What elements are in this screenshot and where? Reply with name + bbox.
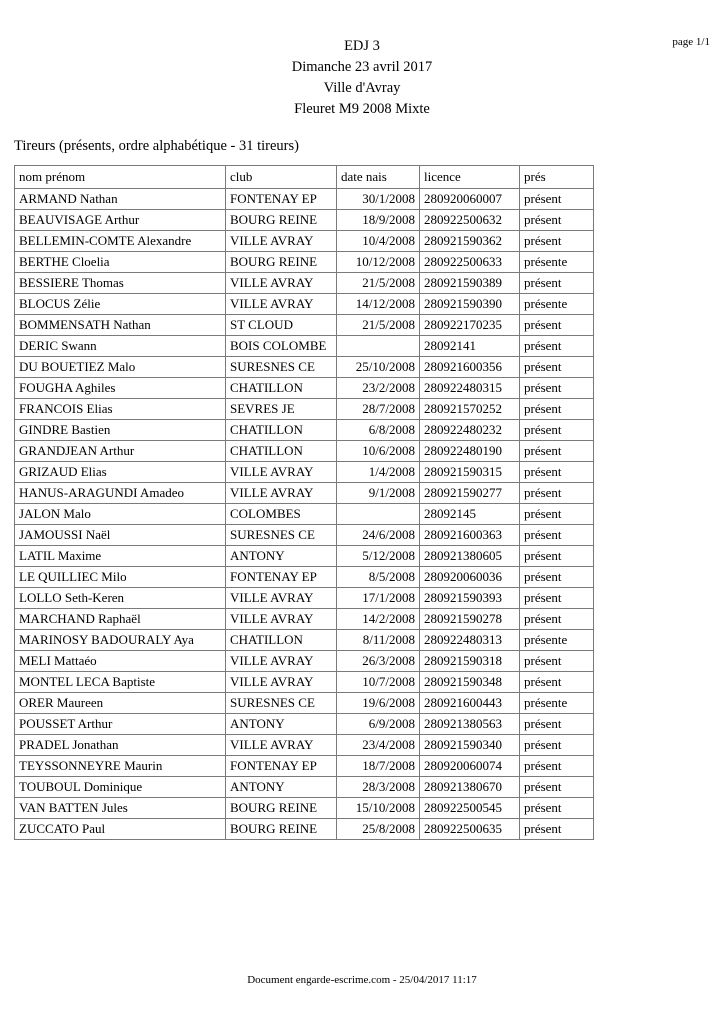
cell-birthdate: 10/4/2008 (337, 231, 420, 252)
cell-club: VILLE AVRAY (226, 588, 337, 609)
cell-club: BOURG REINE (226, 252, 337, 273)
cell-presence: présent (520, 483, 594, 504)
cell-presence: présent (520, 798, 594, 819)
cell-birthdate: 21/5/2008 (337, 273, 420, 294)
table-row (15, 483, 594, 504)
cell-name: FOUGHA Aghiles (15, 378, 226, 399)
cell-name: LATIL Maxime (15, 546, 226, 567)
cell-club: VILLE AVRAY (226, 294, 337, 315)
cell-license: 280921590318 (420, 651, 520, 672)
table-row (15, 357, 594, 378)
cell-license: 280921570252 (420, 399, 520, 420)
cell-presence: présent (520, 210, 594, 231)
cell-name: MARCHAND Raphaël (15, 609, 226, 630)
cell-club: ANTONY (226, 777, 337, 798)
cell-name: BLOCUS Zélie (15, 294, 226, 315)
cell-birthdate: 6/8/2008 (337, 420, 420, 441)
cell-presence: présent (520, 714, 594, 735)
table-row (15, 735, 594, 756)
cell-name: MONTEL LECA Baptiste (15, 672, 226, 693)
table-row (15, 693, 594, 714)
cell-birthdate: 18/7/2008 (337, 756, 420, 777)
cell-club: FONTENAY EP (226, 189, 337, 210)
cell-name: GINDRE Bastien (15, 420, 226, 441)
table-body (15, 189, 594, 840)
cell-name: PRADEL Jonathan (15, 735, 226, 756)
cell-club: VILLE AVRAY (226, 483, 337, 504)
table-row (15, 231, 594, 252)
cell-presence: présent (520, 462, 594, 483)
cell-name: BESSIERE Thomas (15, 273, 226, 294)
table-row (15, 441, 594, 462)
table-row (15, 336, 594, 357)
cell-license: 280922480313 (420, 630, 520, 651)
event-date: Dimanche 23 avril 2017 (291, 59, 433, 75)
cell-license: 280922500633 (420, 252, 520, 273)
cell-presence: présent (520, 378, 594, 399)
cell-presence: présent (520, 819, 594, 840)
cell-club: ST CLOUD (226, 315, 337, 336)
cell-license: 280921590348 (420, 672, 520, 693)
cell-club: VILLE AVRAY (226, 231, 337, 252)
cell-birthdate: 25/8/2008 (337, 819, 420, 840)
cell-birthdate: 10/6/2008 (337, 441, 420, 462)
table-row (15, 525, 594, 546)
table-row (15, 399, 594, 420)
cell-name: GRANDJEAN Arthur (15, 441, 226, 462)
table-row (15, 798, 594, 819)
cell-club: SURESNES CE (226, 693, 337, 714)
cell-club: SURESNES CE (226, 357, 337, 378)
cell-license: 280921600363 (420, 525, 520, 546)
cell-license: 280921590393 (420, 588, 520, 609)
column-header-club: club (226, 166, 337, 189)
cell-license: 280921590340 (420, 735, 520, 756)
page-number: page 1/1 (672, 36, 710, 48)
cell-presence: présent (520, 756, 594, 777)
cell-birthdate: 8/5/2008 (337, 567, 420, 588)
cell-club: SURESNES CE (226, 525, 337, 546)
cell-birthdate: 14/12/2008 (337, 294, 420, 315)
cell-club: VILLE AVRAY (226, 273, 337, 294)
cell-name: ORER Maureen (15, 693, 226, 714)
cell-name: DERIC Swann (15, 336, 226, 357)
table-row (15, 756, 594, 777)
fencers-table (14, 165, 594, 840)
cell-club: ANTONY (226, 714, 337, 735)
cell-club: BOURG REINE (226, 798, 337, 819)
cell-presence: présent (520, 651, 594, 672)
document-header (0, 36, 724, 120)
table-row (15, 714, 594, 735)
cell-club: CHATILLON (226, 378, 337, 399)
cell-license: 280920060007 (420, 189, 520, 210)
cell-presence: présent (520, 336, 594, 357)
cell-birthdate: 26/3/2008 (337, 651, 420, 672)
cell-name: BERTHE Cloelia (15, 252, 226, 273)
cell-club: FONTENAY EP (226, 756, 337, 777)
cell-presence: présente (520, 252, 594, 273)
cell-name: TEYSSONNEYRE Maurin (15, 756, 226, 777)
cell-club: BOIS COLOMBE (226, 336, 337, 357)
cell-birthdate: 14/2/2008 (337, 609, 420, 630)
cell-license: 280922500545 (420, 798, 520, 819)
cell-birthdate: 23/4/2008 (337, 735, 420, 756)
cell-presence: présent (520, 399, 594, 420)
cell-name: GRIZAUD Elias (15, 462, 226, 483)
cell-name: DU BOUETIEZ Malo (15, 357, 226, 378)
cell-club: BOURG REINE (226, 819, 337, 840)
cell-name: JALON Malo (15, 504, 226, 525)
cell-birthdate: 23/2/2008 (337, 378, 420, 399)
cell-birthdate: 6/9/2008 (337, 714, 420, 735)
cell-birthdate: 18/9/2008 (337, 210, 420, 231)
cell-name: JAMOUSSI Naël (15, 525, 226, 546)
cell-license: 280922480315 (420, 378, 520, 399)
event-location: Ville d'Avray (323, 80, 401, 96)
cell-presence: présente (520, 294, 594, 315)
cell-license: 280921600356 (420, 357, 520, 378)
cell-license: 280922500632 (420, 210, 520, 231)
cell-license: 280921590315 (420, 462, 520, 483)
cell-club: VILLE AVRAY (226, 609, 337, 630)
cell-license: 280921590389 (420, 273, 520, 294)
cell-name: VAN BATTEN Jules (15, 798, 226, 819)
table-row (15, 588, 594, 609)
cell-license: 280921380605 (420, 546, 520, 567)
table-row (15, 651, 594, 672)
column-header-birthdate: date nais (337, 166, 420, 189)
cell-name: LOLLO Seth-Keren (15, 588, 226, 609)
cell-presence: présent (520, 315, 594, 336)
cell-name: BEAUVISAGE Arthur (15, 210, 226, 231)
cell-club: VILLE AVRAY (226, 651, 337, 672)
cell-birthdate: 8/11/2008 (337, 630, 420, 651)
table-row (15, 273, 594, 294)
cell-presence: présent (520, 735, 594, 756)
column-header-license: licence (420, 166, 520, 189)
cell-presence: présent (520, 546, 594, 567)
cell-birthdate: 15/10/2008 (337, 798, 420, 819)
cell-presence: présent (520, 525, 594, 546)
table-row (15, 819, 594, 840)
cell-license: 280922500635 (420, 819, 520, 840)
table-row (15, 630, 594, 651)
cell-license: 280920060036 (420, 567, 520, 588)
cell-club: CHATILLON (226, 420, 337, 441)
table-row (15, 189, 594, 210)
table-row (15, 462, 594, 483)
cell-birthdate (337, 336, 420, 357)
event-title: EDJ 3 (344, 38, 380, 54)
cell-presence: présente (520, 630, 594, 651)
cell-club: VILLE AVRAY (226, 462, 337, 483)
cell-birthdate: 30/1/2008 (337, 189, 420, 210)
document-footer: Document engarde-escrime.com - 25/04/2017 11:17 (247, 974, 477, 986)
cell-presence: présente (520, 693, 594, 714)
table-row (15, 420, 594, 441)
table-row (15, 315, 594, 336)
cell-license: 280921590278 (420, 609, 520, 630)
cell-birthdate: 10/12/2008 (337, 252, 420, 273)
section-title: Tireurs (présents, ordre alphabétique - 31 tireurs) (14, 138, 299, 154)
cell-club: COLOMBES (226, 504, 337, 525)
cell-presence: présent (520, 777, 594, 798)
cell-name: BELLEMIN-COMTE Alexandre (15, 231, 226, 252)
cell-presence: présent (520, 357, 594, 378)
cell-birthdate: 17/1/2008 (337, 588, 420, 609)
column-header-presence: prés (520, 166, 594, 189)
cell-name: ARMAND Nathan (15, 189, 226, 210)
cell-birthdate: 28/7/2008 (337, 399, 420, 420)
cell-license: 28092145 (420, 504, 520, 525)
cell-birthdate (337, 504, 420, 525)
cell-birthdate: 10/7/2008 (337, 672, 420, 693)
cell-presence: présent (520, 420, 594, 441)
table-row (15, 672, 594, 693)
cell-presence: présent (520, 231, 594, 252)
cell-club: SEVRES JE (226, 399, 337, 420)
cell-club: VILLE AVRAY (226, 735, 337, 756)
cell-name: ZUCCATO Paul (15, 819, 226, 840)
cell-name: HANUS-ARAGUNDI Amadeo (15, 483, 226, 504)
cell-club: BOURG REINE (226, 210, 337, 231)
cell-birthdate: 5/12/2008 (337, 546, 420, 567)
table-row (15, 378, 594, 399)
table-row (15, 294, 594, 315)
cell-license: 280921590362 (420, 231, 520, 252)
cell-club: CHATILLON (226, 441, 337, 462)
table-row (15, 777, 594, 798)
cell-club: CHATILLON (226, 630, 337, 651)
cell-presence: présent (520, 588, 594, 609)
cell-club: ANTONY (226, 546, 337, 567)
cell-presence: présent (520, 273, 594, 294)
cell-presence: présent (520, 441, 594, 462)
cell-club: FONTENAY EP (226, 567, 337, 588)
cell-license: 280921380670 (420, 777, 520, 798)
table-row (15, 504, 594, 525)
cell-license: 280922480190 (420, 441, 520, 462)
cell-presence: présent (520, 609, 594, 630)
cell-birthdate: 28/3/2008 (337, 777, 420, 798)
cell-name: POUSSET Arthur (15, 714, 226, 735)
table-row (15, 546, 594, 567)
column-header-name: nom prénom (15, 166, 226, 189)
event-category: Fleuret M9 2008 Mixte (294, 101, 430, 117)
table-row (15, 609, 594, 630)
cell-license: 280921380563 (420, 714, 520, 735)
cell-presence: présent (520, 567, 594, 588)
table-row (15, 252, 594, 273)
cell-presence: présent (520, 672, 594, 693)
cell-license: 280921590390 (420, 294, 520, 315)
cell-birthdate: 25/10/2008 (337, 357, 420, 378)
cell-name: MARINOSY BADOURALY Aya (15, 630, 226, 651)
cell-birthdate: 9/1/2008 (337, 483, 420, 504)
cell-license: 280921600443 (420, 693, 520, 714)
cell-presence: présent (520, 504, 594, 525)
cell-license: 280922170235 (420, 315, 520, 336)
cell-birthdate: 19/6/2008 (337, 693, 420, 714)
cell-presence: présent (520, 189, 594, 210)
table-header-row (15, 166, 594, 189)
cell-license: 28092141 (420, 336, 520, 357)
table-row (15, 210, 594, 231)
cell-license: 280922480232 (420, 420, 520, 441)
cell-name: FRANCOIS Elias (15, 399, 226, 420)
cell-name: LE QUILLIEC Milo (15, 567, 226, 588)
cell-birthdate: 21/5/2008 (337, 315, 420, 336)
cell-license: 280921590277 (420, 483, 520, 504)
cell-license: 280920060074 (420, 756, 520, 777)
cell-birthdate: 24/6/2008 (337, 525, 420, 546)
cell-name: MELI Mattaéo (15, 651, 226, 672)
cell-name: BOMMENSATH Nathan (15, 315, 226, 336)
table-row (15, 567, 594, 588)
cell-birthdate: 1/4/2008 (337, 462, 420, 483)
cell-club: VILLE AVRAY (226, 672, 337, 693)
cell-name: TOUBOUL Dominique (15, 777, 226, 798)
